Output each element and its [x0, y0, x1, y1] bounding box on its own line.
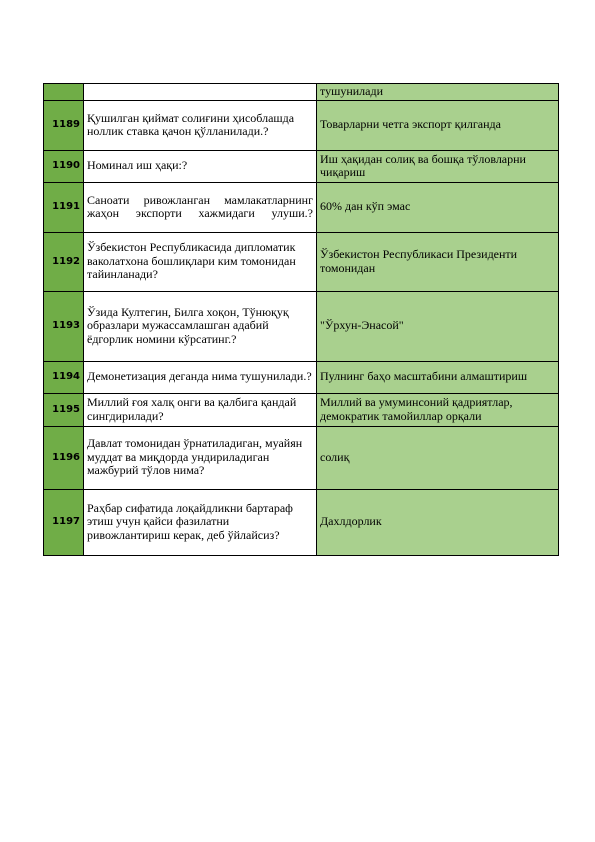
answer-cell: солиқ: [317, 426, 559, 489]
row-number: 1194: [44, 361, 84, 393]
row-number: 1196: [44, 426, 84, 489]
row-number: 1193: [44, 291, 84, 361]
question-cell: Давлат томонидан ўрнатиладиган, муайян муддат ва миқдорда ундириладиган мажбурий тўлов нима?: [84, 426, 317, 489]
table-row: [44, 182, 559, 232]
answer-cell: Ўзбекистон Республикаси Президенти томонидан: [317, 232, 559, 291]
row-number: 1192: [44, 232, 84, 291]
row-number: 1190: [44, 150, 84, 182]
answer-cell: Миллий ва умуминсоний қадриятлар, демократик тамойиллар орқали: [317, 393, 559, 426]
question-cell: Ўзида Култегин, Билга хоқон, Тўнюқуқ образлари мужассамлашган адабий ёдгорлик номини кўрсатинг.?: [84, 291, 317, 361]
answer-cell: "Ўрхун-Энасой": [317, 291, 559, 361]
answer-cell: 60% дан кўп эмас: [317, 182, 559, 232]
row-number: 1189: [44, 100, 84, 150]
question-cell: Ўзбекистон Республикасида дипломатик ваколатхона бошлиқлари ким томонидан тайинланади?: [84, 232, 317, 291]
answer-cell: Иш ҳақидан солиқ ва бошқа тўловларни чиқариш: [317, 150, 559, 182]
table-row: [44, 150, 559, 182]
question-cell: Демонетизация деганда нима тушунилади.?: [84, 361, 317, 393]
answer-cell: тушунилади: [317, 84, 559, 101]
question-cell: Раҳбар сифатида лоқайдликни бартараф этиш учун қайси фазилатни ривожлантириш керак, деб ўйлайсиз?: [84, 489, 317, 555]
question-cell: Миллий ғоя халқ онги ва қалбига қандай сингдирилади?: [84, 393, 317, 426]
table-row: [44, 426, 559, 489]
row-number: [44, 84, 84, 101]
table-row: [44, 84, 559, 101]
question-cell: [84, 84, 317, 101]
table-row: [44, 393, 559, 426]
question-cell: Қушилган қиймат солиғини ҳисоблашда ноллик ставка қачон қўлланилади.?: [84, 100, 317, 150]
table-row: [44, 361, 559, 393]
row-number: 1191: [44, 182, 84, 232]
table-row: [44, 232, 559, 291]
answer-cell: Дахлдорлик: [317, 489, 559, 555]
question-cell: Номинал иш ҳақи:?: [84, 150, 317, 182]
answer-cell: Товарларни четга экспорт қилганда: [317, 100, 559, 150]
answer-cell: Пулнинг баҳо масштабини алмаштириш: [317, 361, 559, 393]
question-cell: Саноати ривожланган мамлакатларнинг жаҳон экспорти хажмидаги улуши.?: [84, 182, 317, 232]
row-number: 1195: [44, 393, 84, 426]
table-row: [44, 489, 559, 555]
table-row: [44, 291, 559, 361]
questions-table: [43, 83, 559, 556]
row-number: 1197: [44, 489, 84, 555]
table-row: [44, 100, 559, 150]
